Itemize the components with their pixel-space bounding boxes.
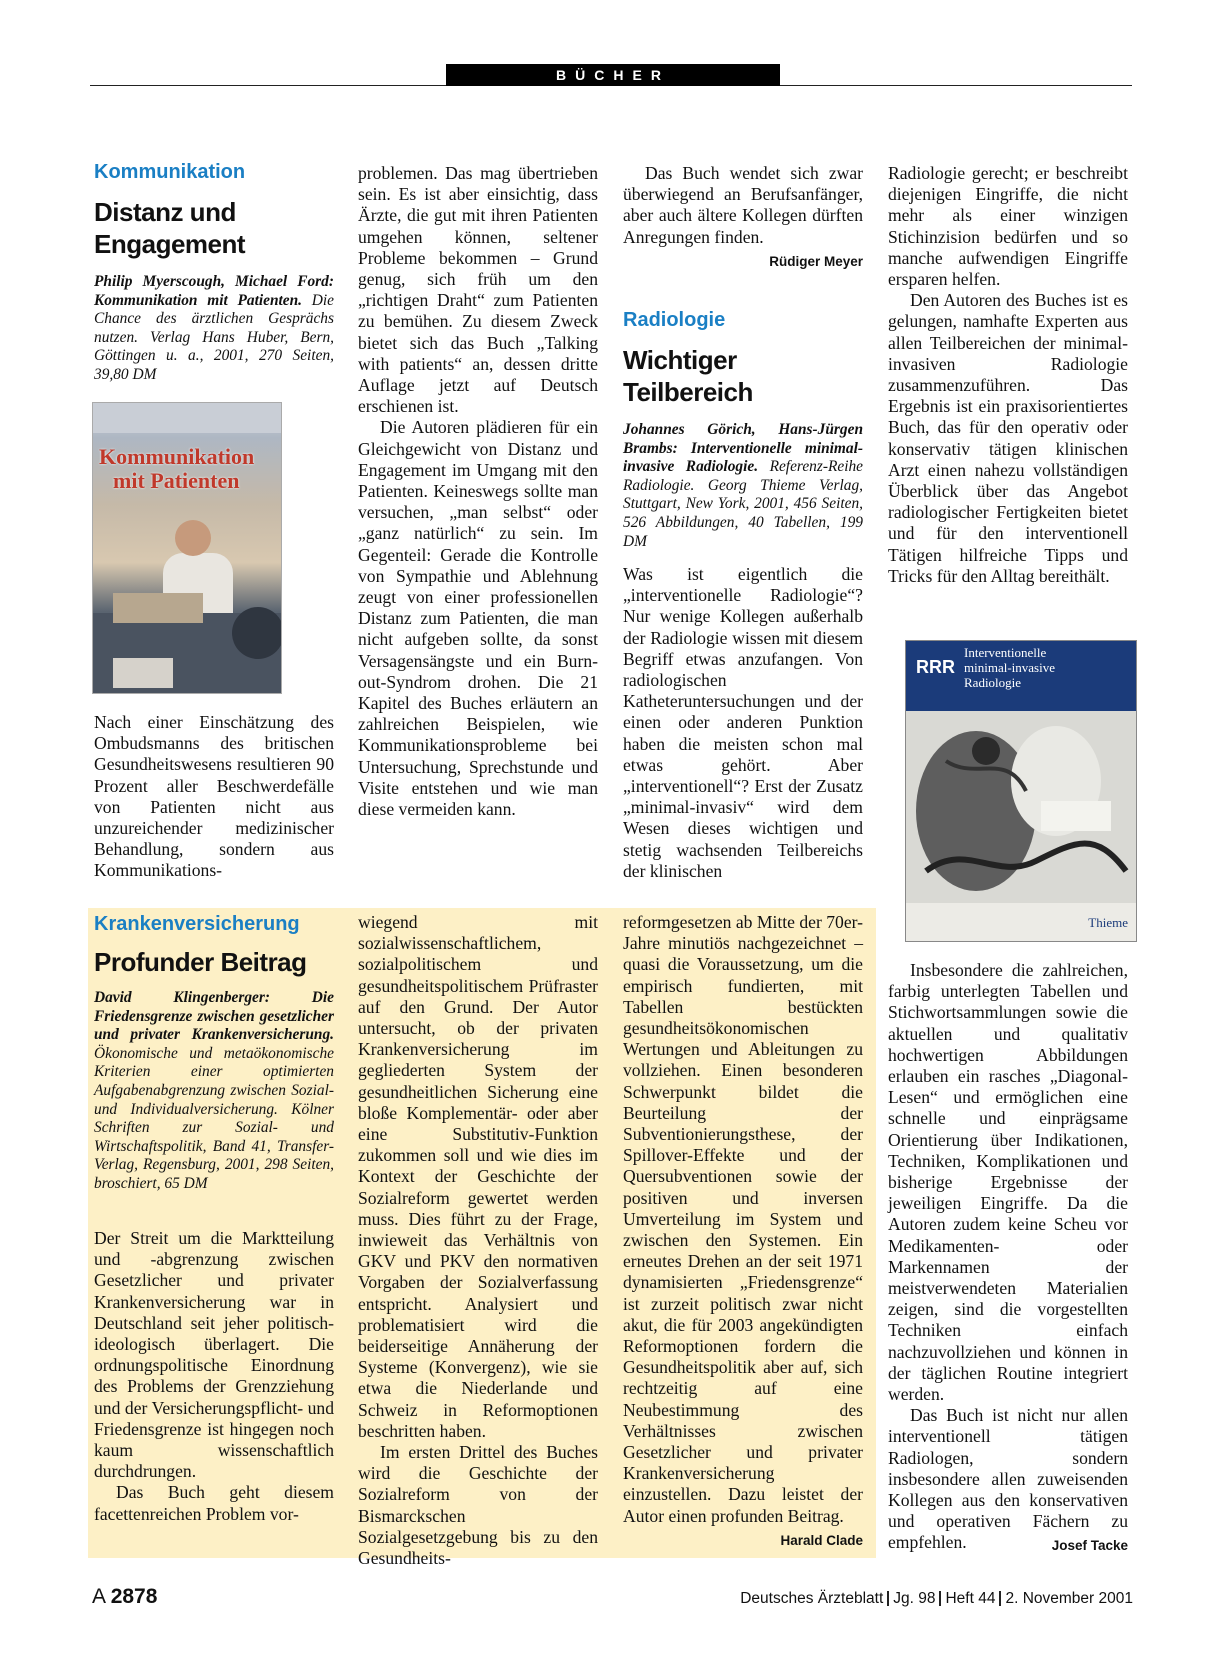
- cover-title-line: mit Patienten: [113, 468, 240, 493]
- biblio-authors-title: David Klingenberger: Die Friedensgrenze zwischen gesetzlicher und privater Krankenversicherung.: [94, 989, 334, 1044]
- headline-distanz: [94, 196, 334, 260]
- page-number: [92, 1585, 157, 1609]
- biblio-details: Referenz-Reihe Radiologie. Georg Thieme Verlag, Stuttgart, New York, 2001, 456 Seiten, 526 Abbildungen, 40 Tabellen, 199 DM: [623, 458, 864, 550]
- review2-column4-bottom: [888, 960, 1128, 1557]
- paragraph: Was ist eigentlich die „interventionelle Radiologie“? Nur wenige Kollegen außerhalb der Radiologie wissen mit diesem Begriff etwas anzufangen. Von radiologischen Katheteruntersuchungen und der einen oder anderen Punktion haben die meisten schon mal etwas gehört. Aber „interventionell“? Erst der Zusatz „minimal-invasiv“ wird dem Wesen dieses wichtigen und stetig wachsenden Teilbereichs der klinischen: [623, 564, 863, 881]
- journal-name: Deutsches Ärzteblatt: [740, 1590, 884, 1607]
- journal-date: 2. November 2001: [1005, 1590, 1133, 1607]
- biblio-authors-title: Philip Myerscough, Michael Ford: Kommunikation mit Patienten.: [94, 273, 334, 309]
- page-prefix: A: [92, 1585, 111, 1608]
- biblio-details: Die Chance des ärztlichen Gesprächs nutzen. Verlag Hans Huber, Bern, Göttingen u. a., 2001, 270 Seiten, 39,80 DM: [94, 291, 334, 383]
- paragraph: Das Buch geht diesem facettenreichen Problem vor-: [94, 1482, 334, 1524]
- paragraph: problemen. Das mag übertrieben sein. Es ist aber einsichtig, dass Ärzte, die gut mit ihren Patienten umgehen können, seltener Probleme bekommen – Grund genug, sich früh um den „richtigen Draht“ zum Patienten zu bemühen. Zu diesem Zweck bietet sich das Buch „Talking with patients“ an, dessen dritte Auflage jetzt auf Deutsch erschienen ist.: [358, 163, 598, 417]
- rubric-radiologie: Radiologie: [623, 309, 726, 331]
- paragraph: Das Buch ist nicht nur allen interventionell tätigen Radiologen, sondern insbesondere allen zuweisenden Kollegen aus den konservativen und operativen Fächern zu empfehlen.: [888, 1405, 1128, 1553]
- review3-column3: [623, 912, 863, 1551]
- paragraph: Insbesondere die zahlreichen, farbig unterlegten Tabellen und Stichwortsammlungen sowie die aktuellen und qualitativ hochwertigen Abbildungen erlauben ein rasches „Diagonal-Lesen“ und ermöglichen eine schnelle und einprägsame Orientierung über Indikationen, Techniken, Komplikationen und bisherige Ergebnisse der jeweiligen Eingriffe. Da die Autoren zudem keine Scheu vor Medikamenten- oder Markennamen der meistverwendeten Materialien zeigen, sind die vorgestellten Techniken einfach nachzuvollziehen und können in der täglichen Routine integriert werden.: [888, 960, 1128, 1405]
- review3-column1: [94, 1228, 334, 1525]
- journal-info: [740, 1590, 1133, 1608]
- page-number-value: 2878: [110, 1585, 158, 1608]
- biblio-review1: [94, 273, 334, 385]
- headline-profunder: Profunder Beitrag: [94, 947, 307, 977]
- paragraph: Radiologie gerecht; er beschreibt diejenigen Eingriffe, die nicht mehr als einer winzigen Stichinzision bedürfen und so manche aufwendigen Eingriffe ersparen helfen.: [888, 163, 1128, 290]
- biblio-authors-title: Johannes Görich, Hans-Jürgen Brambs: Interventionelle minimal-invasive Radiologie.: [623, 421, 863, 476]
- headline-line: Wichtiger: [623, 345, 737, 375]
- review1-column1: [94, 712, 334, 882]
- cover-publisher: Thieme: [1088, 915, 1128, 930]
- journal-issue: Heft 44: [945, 1590, 996, 1607]
- author-signature: Harald Clade: [780, 1532, 863, 1548]
- paragraph: Im ersten Drittel des Buches wird die Geschichte der Sozialreform von der Bismarckschen Sozialgesetzgebung bis zu den Gesundheits-: [358, 1442, 598, 1569]
- cover-title-line: minimal-invasive: [964, 660, 1055, 675]
- rubric-kommunikation: Kommunikation: [94, 161, 246, 183]
- book-cover-kommunikation: [92, 402, 282, 694]
- biblio-review2: [623, 421, 863, 551]
- headline-line: Distanz und: [94, 197, 236, 227]
- cover-title-line: Interventionelle: [964, 645, 1047, 660]
- review2-column3: [623, 564, 863, 882]
- paragraph: Den Autoren des Buches ist es gelungen, namhafte Experten aus allen Teilbereichen der minimal-invasiven Radiologie zusammenzuführen. Das Ergebnis ist ein praxisorientiertes Buch, das für den operativ oder konservativ tätigen klinischen Arzt einen nahezu vollständigen Überblick über das Angebot radiologischer Fertigkeiten bietet und für den interventionell Tätigen hilfreiche Tipps und Tricks für den Alltag bereithält.: [888, 290, 1128, 586]
- paragraph: Nach einer Einschätzung des Ombudsmanns des britischen Gesundheitswesens resultieren 90 Prozent aller Beschwerdefälle von Patienten nicht aus unzureichender medizinischer Behandlung, sondern aus Kommunikations-: [94, 712, 334, 881]
- journal-volume: Jg. 98: [893, 1590, 936, 1607]
- biblio-review3: [94, 989, 334, 1194]
- author-signature: Rüdiger Meyer: [769, 253, 863, 269]
- review1-column2: [358, 163, 598, 820]
- review1-column3: [623, 163, 863, 272]
- headline-line: Teilbereich: [623, 377, 753, 407]
- paragraph: reformgesetzen ab Mitte der 70er-Jahre minutiös nachgezeichnet – quasi die Voraussetzung, um die empirisch fundierten, mit Tabellen bestückten gesundheitsökonomischen Wertungen und Ableitungen zu vollziehen. Einen besonderen Schwerpunkt bildet die Beurteilung der Subventionierungsthese, der Spillover-Effekte und der Quersubventionen sowie der positiven und inversen Umverteilung im System und zwischen den Systemen. Ein erneutes Drehen an der seit 1971 dynamisierten „Friedensgrenze“ ist zurzeit politisch zwar nicht akut, die für 2003 angekündigten Reformoptionen fordern die Gesundheitspolitik aber auf, sich rechtzeitig auf eine Neubestimmung des Verhältnisses zwischen Gesetzlicher und privater Krankenversicherung einzustellen. Dazu leistet der Autor einen profunden Beitrag.: [623, 912, 863, 1526]
- headline-line: Engagement: [94, 229, 246, 259]
- paragraph: wiegend mit sozialwissenschaftlichem, sozialpolitischem und gesundheitspolitischem Prüfraster auf den Grund. Der Autor untersucht, ob der privaten Krankenversicherung im gegliederten System der gesundheitlichen Sicherung eine bloße Komplementär- oder aber eine Substitutiv-Funktion zukommen soll und wie dies im Kontext der Geschichte der Sozialreform gewertet werden muss. Dies führt zu der Frage, inwieweit das Verhältnis von GKV und PKV den normativen Vorgaben der Sozialverfassung entspricht. Analysiert und problematisiert wird die beiderseitige Annäherung der Systeme (Konvergenz), wie sie etwa die Niederlande und Schweiz in Reformoptionen beschritten haben.: [358, 912, 598, 1441]
- review2-column4-top: [888, 163, 1128, 587]
- headline-wichtiger: [623, 344, 863, 408]
- rubric-krankenversicherung: Krankenversicherung: [94, 913, 300, 935]
- paragraph: Das Buch wendet sich zwar überwiegend an Berufsanfänger, aber auch ältere Kollegen dürften Anregungen finden.: [623, 163, 863, 247]
- cover-title: [964, 645, 1055, 690]
- book-cover-radiologie: [905, 640, 1137, 942]
- cover-title-line: Radiologie: [964, 675, 1022, 690]
- divider: [999, 1591, 1001, 1606]
- biblio-details: Ökonomische und metaökonomische Kriterien einer optimierten Aufgabenabgrenzung zwischen Sozial- und Individualversicherung. Kölner Schriften zur Sozial- und Wirtschaftspolitik, Band 41, Transfer-Verlag, Regensburg, 2001, 298 Seiten, broschiert, 65 DM: [94, 1044, 334, 1192]
- review3-column2: [358, 912, 598, 1569]
- paragraph: Die Autoren plädieren für ein Gleichgewicht von Distanz und Engagement im Umgang mit den Patienten. Keineswegs sollte man versuchen, „man selbst“ oder „ganz natürlich“ zu sein. Im Gegenteil: Gerade die Kontrolle von Sympathie und Ablehnung zeugt von einer professionellen Distanz zum Patienten, die man nicht aufgeben sollte, da sonst Versagensängste und ein Burn-out-Syndrom drohen. Die 21 Kapitel des Buches erläutern an zahlreichen Beispielen, wie Kommunikationsprobleme bei Untersuchung, Sprechstunde und Visite entstehen und wie man diese vermeiden kann.: [358, 417, 598, 820]
- cover-title-line: Kommunikation: [99, 444, 255, 469]
- divider: [939, 1591, 941, 1606]
- author-signature: Josef Tacke: [1051, 1538, 1128, 1554]
- divider: [887, 1591, 889, 1606]
- paragraph: Der Streit um die Marktteilung und -abgrenzung zwischen Gesetzlicher und privater Krankenversicherung war in Deutschland seit jeher politisch-ideologisch überlagert. Die ordnungspolitische Einordnung des Problems der Grenzziehung und der Versicherungspflicht- und Friedensgrenze ist hingegen noch kaum wissenschaftlich durchdrungen.: [94, 1228, 334, 1482]
- section-label: BÜCHER: [446, 64, 780, 86]
- cover-logo: RRR: [916, 657, 955, 677]
- cover-title: [99, 445, 277, 493]
